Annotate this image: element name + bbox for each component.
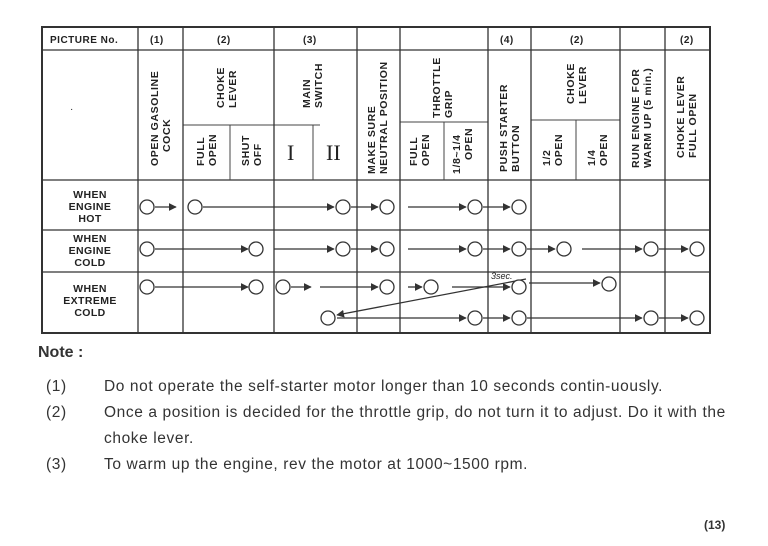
col-run-engine-warm-up (630, 68, 654, 168)
switch-position-1: I (287, 140, 295, 165)
picture-no-3: (3) (303, 35, 317, 46)
col-choke-lever-2 (565, 63, 589, 104)
svg-text:OPEN: OPEN (463, 127, 475, 160)
note-number: (2) (46, 404, 67, 421)
svg-text:FULL: FULL (195, 136, 207, 166)
picture-no-label: PICTURE No. (50, 35, 119, 46)
svg-text:OPEN: OPEN (207, 133, 219, 166)
svg-text:HOT: HOT (78, 213, 102, 225)
picture-no-5: (2) (570, 35, 584, 46)
svg-text:GRIP: GRIP (443, 89, 455, 118)
svg-text:CHOKE: CHOKE (565, 63, 577, 104)
picture-no-6: (2) (680, 35, 694, 46)
note-item (38, 374, 758, 400)
three-seconds-annotation: 3sec. (491, 271, 513, 281)
col-throttle-eighth-quarter (451, 128, 475, 174)
svg-text:WHEN: WHEN (73, 233, 107, 245)
svg-text:SHUT: SHUT (240, 135, 252, 166)
page-number: (13) (704, 518, 726, 532)
col-choke-lever-full-open (675, 76, 699, 158)
note-text: Once a position is decided for the throttle grip, do not turn it to adjust. Do it with the choke lever. (104, 404, 726, 447)
col-push-starter-button (498, 84, 522, 172)
col-throttle-full-open (408, 134, 432, 166)
svg-text:EXTREME: EXTREME (63, 295, 117, 307)
svg-text:MAKE SURE: MAKE SURE (366, 105, 378, 174)
note-text: To warm up the engine, rev the motor at 1000~1500 rpm. (104, 456, 529, 473)
decorative-dot: · (70, 104, 74, 115)
svg-text:MAIN: MAIN (301, 78, 313, 108)
col-shut-off (240, 135, 264, 166)
row-label-extreme-cold (63, 283, 117, 319)
note-text: Do not operate the self-starter motor longer than 10 seconds contin-uously. (104, 378, 664, 395)
col-throttle-grip (431, 57, 455, 118)
svg-text:RUN ENGINE FOR: RUN ENGINE FOR (630, 68, 642, 168)
col-open-gasoline-cock (149, 71, 173, 166)
svg-text:CHOKE: CHOKE (215, 67, 227, 108)
note-title: Note : (38, 344, 84, 361)
col-quarter-open (586, 134, 610, 166)
picture-no-4: (4) (500, 35, 514, 46)
picture-no-2: (2) (217, 35, 231, 46)
col-choke-lever (215, 67, 239, 108)
svg-text:OPEN: OPEN (553, 133, 565, 166)
picture-no-1: (1) (150, 35, 164, 46)
flow-engine-hot (140, 200, 526, 214)
svg-text:COCK: COCK (161, 118, 173, 152)
note-item (38, 452, 758, 478)
svg-text:WHEN: WHEN (73, 283, 107, 295)
switch-position-2: II (326, 140, 341, 165)
svg-text:SWITCH: SWITCH (313, 62, 325, 108)
svg-text:LEVER: LEVER (227, 69, 239, 108)
svg-text:WHEN: WHEN (73, 189, 107, 201)
svg-text:LEVER: LEVER (577, 65, 589, 104)
col-main-switch (301, 63, 325, 108)
note-item (38, 400, 758, 452)
svg-text:FULL: FULL (408, 136, 420, 166)
svg-text:OPEN: OPEN (598, 133, 610, 166)
svg-text:OFF: OFF (252, 143, 264, 166)
svg-text:1/4: 1/4 (586, 149, 598, 166)
svg-text:COLD: COLD (74, 307, 106, 319)
svg-text:ENGINE: ENGINE (68, 201, 112, 213)
note-number: (1) (46, 378, 67, 395)
notes-section (38, 344, 758, 478)
svg-text:OPEN: OPEN (420, 133, 432, 166)
note-number: (3) (46, 456, 67, 473)
svg-text:FULL OPEN: FULL OPEN (687, 93, 699, 158)
col-make-sure-neutral (366, 61, 390, 174)
svg-text:OPEN GASOLINE: OPEN GASOLINE (149, 70, 161, 166)
svg-text:COLD: COLD (74, 257, 106, 269)
svg-text:ENGINE: ENGINE (68, 245, 112, 257)
row-label-engine-hot (69, 189, 112, 225)
svg-text:THROTTLE: THROTTLE (431, 57, 443, 118)
svg-text:PUSH STARTER: PUSH STARTER (498, 83, 510, 172)
svg-text:NEUTRAL POSITION: NEUTRAL POSITION (378, 61, 390, 174)
col-half-open (541, 134, 565, 166)
svg-text:WARM UP (5 min.): WARM UP (5 min.) (642, 67, 654, 168)
svg-text:CHOKE LEVER: CHOKE LEVER (675, 75, 687, 158)
row-label-engine-cold (69, 233, 112, 269)
svg-text:1/2: 1/2 (541, 149, 553, 166)
svg-text:BUTTON: BUTTON (510, 124, 522, 172)
svg-text:1/8~1/4: 1/8~1/4 (451, 134, 463, 174)
col-full-open (195, 134, 219, 166)
